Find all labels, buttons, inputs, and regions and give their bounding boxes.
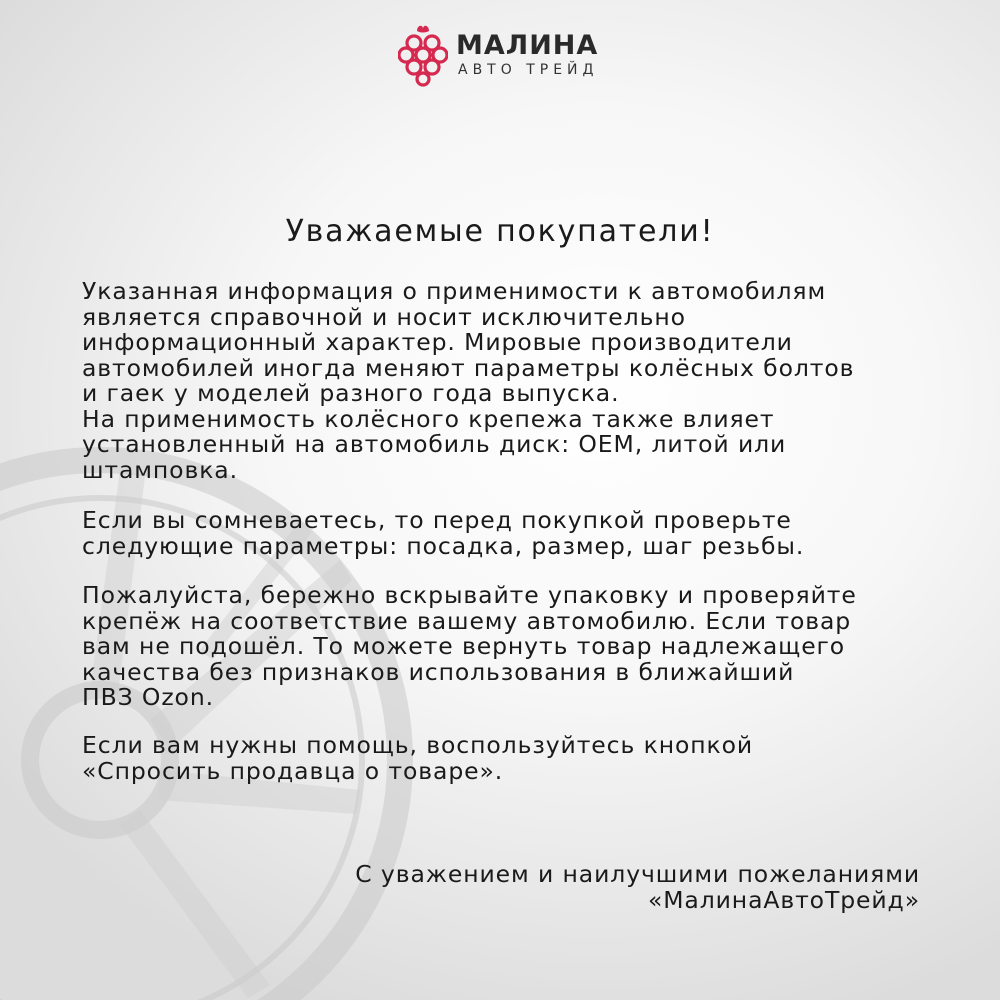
text-line: На применимость колёсного крепежа также влияет [82,404,775,433]
signature [355,862,920,913]
text-line: Пожалуйста, бережно вскрывайте упаковку и проверяйте [82,581,857,609]
text-line: является справочной и носит исключительно [82,302,686,331]
paragraph-packaging [82,583,942,711]
paragraph-applicability [82,279,942,483]
text-line: Указанная информация о применимости к автомобилям [82,277,827,305]
text-line: штамповка. [82,455,238,484]
text-line: следующие параметры: посадка, размер, шаг резьбы. [82,531,805,560]
text-line: Если вы сомневаетесь, то перед покупкой проверьте [82,506,792,534]
logo-subtitle: АВТО ТРЕЙД [458,62,599,78]
paragraph-help [82,733,942,784]
text-line: установленный на автомобиль диск: OEM, литой или [82,430,787,458]
raspberry-logo-icon [398,23,448,87]
paragraph-check-params [82,508,942,559]
page-title: Уважаемые покупатели! [285,214,715,249]
text-line: информационный характер. Мировые производители [82,328,793,356]
text-line: крепёж на соответствие вашему автомобилю. Если товар [82,606,852,635]
logo-name: МАЛИНА [456,30,599,61]
text-line: Если вам нужны помощь, воспользуйтесь кнопкой [82,731,754,759]
text-line: автомобилей иногда меняют параметры колёсных болтов [82,353,855,382]
brand-logo [398,22,598,88]
text-line: и гаек у моделей разного года выпуска. [82,379,620,407]
signature-company: «МалинаАвтоТрейд» [647,885,920,914]
text-line: «Спросить продавца о товаре». [82,756,504,785]
text-line: вам не подошёл. То можете вернуть товар надлежащего [82,632,846,660]
signature-line: С уважением и наилучшими пожеланиями [355,860,920,888]
text-line: ПВЗ Ozon. [82,683,215,711]
text-line: качества без признаков использования в ближайший [82,657,795,686]
